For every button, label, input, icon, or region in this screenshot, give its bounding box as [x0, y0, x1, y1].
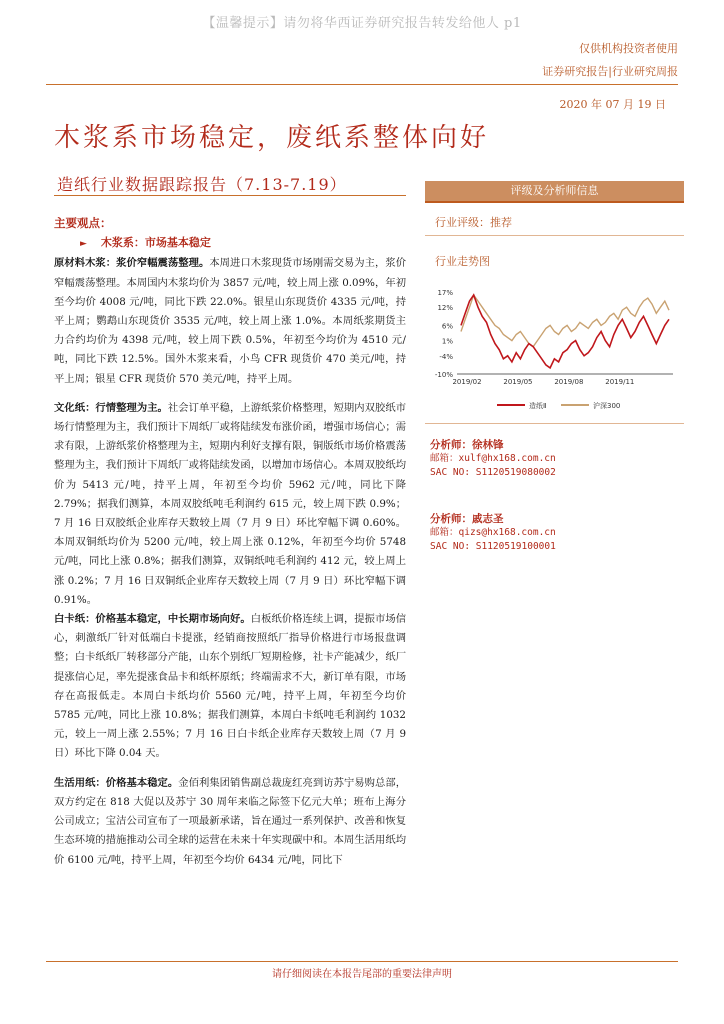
chart-divider [425, 423, 684, 424]
y-tick-label: 1% [441, 337, 453, 346]
report-subtitle: 造纸行业数据跟踪报告（7.13-7.19） [57, 175, 347, 194]
analyst-name: 分析师：徐林锋 [430, 439, 504, 451]
paragraph-tissue [54, 774, 406, 870]
paragraph-lead: 生活用纸：价格基本稳定。 [54, 776, 179, 789]
legend-label: 造纸Ⅱ [529, 402, 547, 410]
audience-label: 仅供机构投资者使用 [579, 42, 678, 55]
x-tick-label: 2019/05 [503, 378, 533, 386]
x-tick-label: 2019/08 [554, 378, 584, 386]
paragraph-body: 社会订单平稳，上游纸浆价格整理，短期内双胶纸市场行情整理为主，我们预计下周纸厂或将陆续发布涨价函，增强市场信心；需求有限，上游纸浆价格整理为主，短期内利好支撑有限，铜版纸市场价格震荡整理为主，我们预计下周纸厂或将陆续发函，以增加市场信心。本周双胶纸均价为 5413 元/吨，持平上周，年初至今均价 5962 元/吨，同比下降 2.79%；据我们测算，本周双胶纸吨毛利润约 615 元，较上周下跌 0.9%；7 月 16 日双胶纸企业库存天数较上周（7 月 9 日）环比窄幅下调 0.60%。本周双铜纸均价为 5200 元/吨，较上周上涨 0.12%，年初至今均价 5748 元/吨，同比上涨 0.8%；据我们测算，双铜纸吨毛利润约 412 元，较上周上涨 0.2%；7 月 16 日双铜纸企业库存天数较上周（7 月 9 日）环比窄幅下调 0.91%。 [54, 401, 407, 606]
industry-rating: 行业评级：推荐 [435, 216, 512, 229]
trend-chart [425, 280, 684, 420]
paragraph-lead: 原材料木浆：浆价窄幅震荡整理。 [54, 257, 210, 270]
watermark: 【温馨提示】请勿将华西证券研究报告转发给他人 p1 [202, 16, 522, 31]
y-tick-label: 12% [437, 304, 453, 313]
analyst-block [430, 512, 556, 554]
x-tick-label: 2019/11 [605, 378, 635, 386]
paragraph-body: 白板纸价格连续上调，提振市场信心，刺激纸厂针对低端白卡提涨，经销商按照纸厂指导价格进行市场报盘调整；白卡纸纸厂转移部分产能，山东个别纸厂短期检修，社卡产能减少，纸厂提涨信心足，率先提涨食品卡和纸杯原纸；终端需求不大，新订单有限，市场存在高报低走。本周白卡纸均价 5560 元/吨，持平上周，年初至今均价 5785 元/吨，同比上涨 10.8%；据我们测算，本周白卡纸吨毛利润约 1032 元，较上一周上涨 2.55%；7 月 16 日白卡纸企业库存天数较上周（7 月 9 日）环比下降 0.04 天。 [54, 613, 407, 760]
y-tick-label: -10% [434, 371, 453, 379]
legal-notice[interactable]: 请仔细阅读在本报告尾部的重要法律声明 [272, 969, 452, 980]
legend-label: 沪深300 [593, 402, 621, 410]
subtitle-divider [54, 195, 406, 196]
x-tick-label: 2019/02 [452, 378, 482, 386]
series-line-0 [461, 295, 669, 368]
report-title: 木浆系市场稳定，废纸系整体向好 [54, 123, 490, 153]
section-bullet [80, 233, 406, 254]
paragraph-lead: 文化纸：行情整理为主。 [54, 401, 168, 414]
y-tick-label: -4% [439, 352, 453, 361]
analyst-name: 分析师：戚志圣 [430, 513, 504, 525]
paragraph-pulp [54, 254, 406, 388]
rating-header-rule [425, 201, 684, 203]
rating-divider [425, 235, 684, 236]
paragraph-lead: 白卡纸：价格基本稳定，中长期市场向好。 [54, 613, 251, 626]
analyst-sac: SAC NO: S1120519080002 [430, 467, 556, 478]
bullet-label: 木浆系：市场基本稳定 [100, 236, 211, 250]
paragraph-culture-paper [54, 399, 406, 610]
key-points-label: 主要观点： [54, 216, 112, 230]
paragraph-white-card [54, 610, 406, 764]
triangle-bullet-icon: ► [80, 239, 87, 250]
analyst-sac: SAC NO: S1120519100001 [430, 541, 556, 552]
trend-chart-title: 行业走势图 [435, 255, 490, 268]
analyst-email[interactable]: 邮箱：xulf@hx168.com.cn [430, 453, 556, 464]
main-content [54, 214, 406, 870]
footer-divider [46, 961, 678, 962]
report-date: 2020 年 07 月 19 日 [559, 98, 666, 111]
analyst-block [430, 438, 556, 480]
header-divider [46, 84, 678, 85]
report-category: 证券研究报告|行业研究周报 [542, 65, 678, 78]
rating-section-header: 评级及分析师信息 [425, 181, 684, 201]
y-tick-label: 17% [437, 289, 453, 297]
analyst-email[interactable]: 邮箱：qizs@hx168.com.cn [430, 527, 556, 538]
paragraph-body: 金佰利集团销售副总裁庞红亮到访苏宁易购总部，双方约定在 818 大促以及苏宁 30 周年来临之际签下亿元大单；班布上海分公司成立；宝洁公司宣布了一项最新承诺，旨在通过一系列保护、改善和恢复生态环境的措施推动公司全球的运营在未来十年实现碳中和。本周生活用纸均价 6100 元/吨，持平上周，年初至今均价 6434 元/吨，同比下 [54, 776, 407, 866]
paragraph-body: 本周进口木浆现货市场刚需交易为主，浆价窄幅震荡整理。本周国内木浆均价为 3857 元/吨，较上周上涨 0.09%，年初至今均价 4008 元/吨，同比下跌 22.0%。银星山东现货价 4335 元/吨，持平上周；鹦鹉山东现货价 3535 元/吨，较上周上涨 1.0%。本周纸浆期货主力合约均价为 4398 元/吨，较上周下跌 0.5%，年初至今均价为 4510 元/吨，同比下跌 12.5%。国外木浆来看，小鸟 CFR 现货价 470 美元/吨，持平上周；银星 CFR 现货价 570 美元/吨，持平上周。 [54, 257, 407, 385]
y-tick-label: 6% [441, 322, 453, 331]
